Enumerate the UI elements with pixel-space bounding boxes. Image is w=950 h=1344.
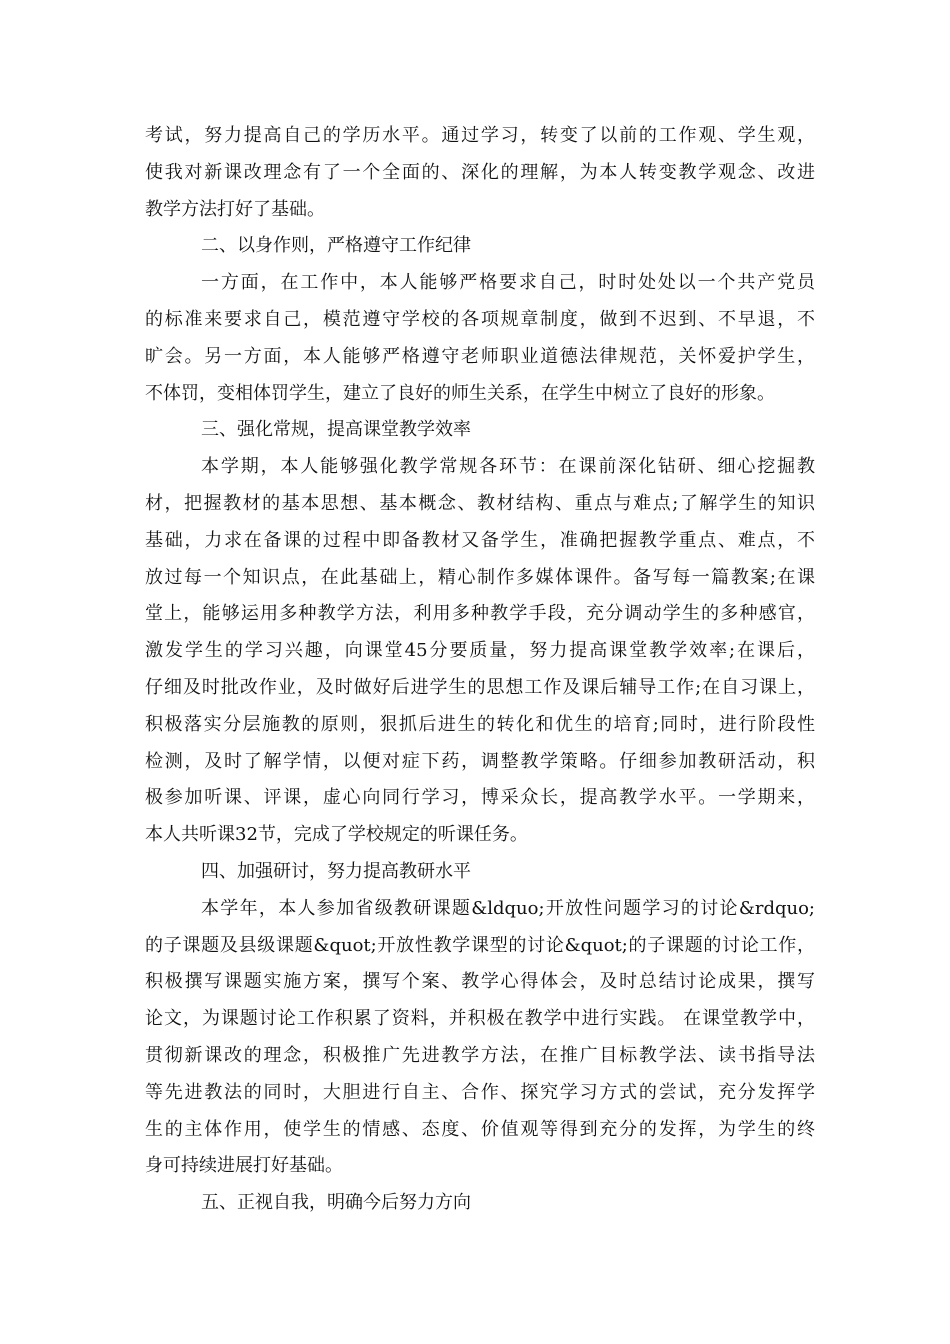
text-line: 堂上，能够运用多种教学方法，利用多种教学手段，充分调动学生的多种感官，	[145, 603, 815, 625]
text-line: 放过每一个知识点，在此基础上，精心制作多媒体课件。备写每一篇教案;在课	[145, 566, 815, 588]
text-line: 不体罚，变相体罚学生，建立了良好的师生关系，在学生中树立了良好的形象。	[145, 382, 775, 404]
text-line: 考试，努力提高自己的学历水平。通过学习，转变了以前的工作观、学生观，	[145, 125, 815, 146]
text-line: 本人共听课32节，完成了学校规定的听课任务。	[145, 824, 528, 846]
text-line: 材，把握教材的基本思想、基本概念、教材结构、重点与难点;了解学生的知识	[145, 492, 815, 514]
text-line: 基础，力求在备课的过程中即备教材又备学生，准确把握教学重点、难点，不	[145, 529, 815, 551]
text-line: 仔细及时批改作业，及时做好后进学生的思想工作及课后辅导工作;在自习课上，	[145, 676, 815, 698]
text-line: 旷会。另一方面，本人能够严格遵守老师职业道德法律规范，关怀爱护学生，	[145, 345, 815, 367]
text-line: 等先进教法的同时，大胆进行自主、合作、探究学习方式的尝试，充分发挥学	[145, 1081, 815, 1103]
paragraph	[145, 265, 815, 412]
text-line: 积极撰写课题实施方案，撰写个案、教学心得体会，及时总结讨论成果，撰写	[145, 971, 815, 993]
text-line: 本学年，本人参加省级教研课题&ldquo;开放性问题学习的讨论&rdquo;	[201, 897, 815, 919]
text-line: 教学方法打好了基础。	[145, 198, 325, 220]
section-heading: 二、以身作则，严格遵守工作纪律	[201, 235, 471, 257]
paragraph	[145, 449, 815, 854]
document-body	[145, 118, 815, 1222]
text-line: 极参加听课、评课，虚心向同行学习，博采众长，提高教学水平。一学期来，	[145, 787, 815, 809]
text-line: 论文，为课题讨论工作积累了资料，并积极在教学中进行实践。 在课堂教学中，	[145, 1008, 815, 1030]
paragraph	[145, 891, 815, 1185]
paragraph	[145, 118, 815, 228]
text-line: 身可持续进展打好基础。	[145, 1155, 343, 1177]
text-line: 一方面，在工作中，本人能够严格要求自己，时时处处以一个共产党员	[201, 272, 815, 294]
text-line: 的子课题及县级课题&quot;开放性教学课型的讨论&quot;的子课题的讨论工作，	[145, 934, 815, 956]
text-line: 生的主体作用，使学生的情感、态度、价值观等得到充分的发挥，为学生的终	[145, 1118, 815, 1140]
section-heading: 四、加强研讨，努力提高教研水平	[201, 860, 471, 882]
section-heading: 五、正视自我，明确今后努力方向	[201, 1192, 471, 1214]
text-line: 激发学生的学习兴趣，向课堂45分要质量，努力提高课堂教学效率;在课后，	[145, 640, 815, 662]
text-line: 使我对新课改理念有了一个全面的、深化的理解，为本人转变教学观念、改进	[145, 161, 815, 183]
text-line: 贯彻新课改的理念，积极推广先进教学方法，在推广目标教学法、读书指导法	[145, 1044, 815, 1066]
text-line: 的标准来要求自己，模范遵守学校的各项规章制度，做到不迟到、不早退，不	[145, 308, 815, 330]
section-heading: 三、强化常规，提高课堂教学效率	[201, 419, 471, 441]
text-line: 检测，及时了解学情，以便对症下药，调整教学策略。仔细参加教研活动，积	[145, 750, 815, 772]
text-line: 本学期，本人能够强化教学常规各环节：在课前深化钻研、细心挖掘教	[201, 456, 815, 478]
text-line: 积极落实分层施教的原则，狠抓后进生的转化和优生的培育;同时，进行阶段性	[145, 713, 815, 735]
